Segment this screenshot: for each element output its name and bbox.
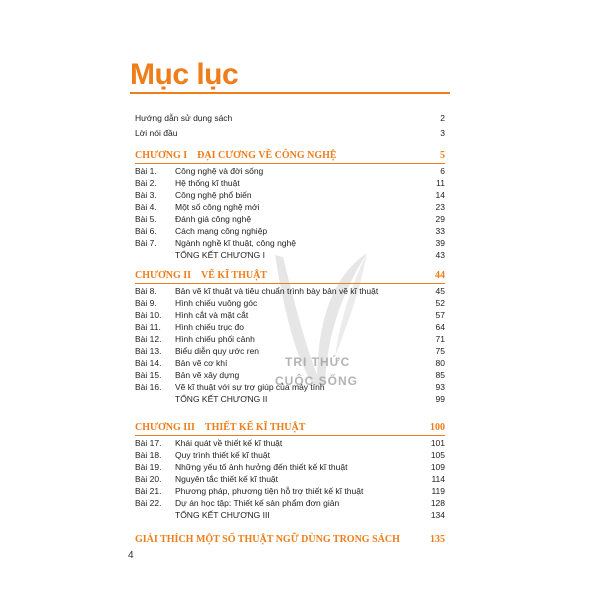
chapter-divider xyxy=(135,163,445,164)
chapter-heading[interactable] xyxy=(135,269,445,283)
lesson-title: Một số công nghệ mới xyxy=(175,202,260,212)
lesson-label: Bài 10. xyxy=(135,310,162,320)
lesson-label: Bài 4. xyxy=(135,202,157,212)
lesson-label: Bài 9. xyxy=(135,298,157,308)
lesson-title: Hình cắt và mặt cắt xyxy=(175,310,249,320)
toc-entry[interactable] xyxy=(135,369,445,381)
lesson-title: Vẽ kĩ thuật với sự trợ giúp của máy tính xyxy=(175,382,325,392)
summary-page: 43 xyxy=(435,250,445,260)
lesson-page: 105 xyxy=(430,450,445,460)
lesson-title: Hình chiếu phối cảnh xyxy=(175,334,255,344)
lesson-page: 57 xyxy=(435,310,445,320)
toc-entry[interactable] xyxy=(135,201,445,213)
lesson-title: Dự án học tập: Thiết kế sản phẩm đơn giản xyxy=(175,498,340,508)
lesson-title: Công nghệ và đời sống xyxy=(175,166,264,176)
toc-entry[interactable] xyxy=(135,381,445,393)
toc-entry[interactable] xyxy=(135,485,445,497)
chapter-page: 5 xyxy=(440,150,445,161)
chapter-name: THIẾT KẾ KĨ THUẬT xyxy=(204,422,306,433)
lesson-page: 119 xyxy=(431,486,445,496)
lesson-label: Bài 5. xyxy=(135,214,157,224)
glossary-heading[interactable] xyxy=(135,533,445,547)
toc-entry[interactable] xyxy=(135,309,445,321)
lesson-page: 71 xyxy=(435,334,445,344)
toc-entry[interactable] xyxy=(135,497,445,509)
toc-entry[interactable] xyxy=(135,461,445,473)
summary-title: TỔNG KẾT CHƯƠNG II xyxy=(175,394,268,404)
summary-page: 134 xyxy=(430,510,445,520)
entry-title: Hướng dẫn sử dụng sách xyxy=(135,113,233,123)
lesson-title: Hệ thống kĩ thuật xyxy=(175,178,240,188)
lesson-label: Bài 14. xyxy=(135,358,162,368)
lesson-page: 85 xyxy=(435,370,445,380)
toc-entry[interactable] xyxy=(135,473,445,485)
lesson-label: Bài 6. xyxy=(135,226,157,236)
lesson-label: Bài 3. xyxy=(135,190,157,200)
chapter-name: ĐẠI CƯƠNG VỀ CÔNG NGHỆ xyxy=(197,150,337,161)
glossary-page: 135 xyxy=(430,534,445,545)
chapter-page: 44 xyxy=(435,270,445,281)
lesson-page: 64 xyxy=(435,322,445,332)
lesson-title: Bản vẽ cơ khí xyxy=(175,358,228,368)
toc-entry[interactable] xyxy=(135,333,445,345)
entry-page: 2 xyxy=(440,113,445,123)
page-title: Mục lục xyxy=(130,58,239,91)
toc-entry[interactable] xyxy=(135,213,445,225)
lesson-label: Bài 8. xyxy=(135,286,157,296)
lesson-label: Bài 19. xyxy=(135,462,162,472)
lesson-label: Bài 11. xyxy=(135,322,161,332)
lesson-title: Những yếu tố ảnh hưởng đến thiết kế kĩ thuật xyxy=(175,462,348,472)
lesson-title: Công nghệ phổ biến xyxy=(175,190,252,200)
lesson-page: 14 xyxy=(435,190,445,200)
toc-entry[interactable] xyxy=(135,112,445,124)
lesson-label: Bài 17. xyxy=(135,438,162,448)
toc-entry[interactable] xyxy=(135,165,445,177)
lesson-label: Bài 18. xyxy=(135,450,162,460)
lesson-title: Khái quát về thiết kế kĩ thuật xyxy=(175,438,283,448)
lesson-page: 128 xyxy=(430,498,445,508)
lesson-title: Hình chiếu vuông góc xyxy=(175,298,258,308)
chapter-page: 100 xyxy=(430,422,445,433)
glossary-title: GIẢI THÍCH MỘT SỐ THUẬT NGỮ DÙNG TRONG SÁCH xyxy=(135,534,400,545)
lesson-title: Ngành nghề kĩ thuật, công nghệ xyxy=(175,238,296,248)
chapter-heading[interactable] xyxy=(135,149,445,163)
toc-entry[interactable] xyxy=(135,285,445,297)
toc-entry[interactable] xyxy=(135,321,445,333)
toc-entry[interactable] xyxy=(135,297,445,309)
lesson-page: 109 xyxy=(430,462,445,472)
lesson-title: Quy trình thiết kế kĩ thuật xyxy=(175,450,270,460)
toc-entry-summary[interactable] xyxy=(135,393,445,405)
lesson-title: Hình chiếu trục đo xyxy=(175,322,244,332)
chapter-label: CHƯƠNG I xyxy=(135,150,188,161)
lesson-page: 39 xyxy=(435,238,445,248)
chapter-name: VẼ KĨ THUẬT xyxy=(201,270,267,281)
toc-entry-summary[interactable] xyxy=(135,249,445,261)
lesson-page: 29 xyxy=(435,214,445,224)
watermark-line2: CUỘC SỐNG xyxy=(275,374,359,388)
toc-entry[interactable] xyxy=(135,345,445,357)
lesson-label: Bài 2. xyxy=(135,178,157,188)
lesson-page: 52 xyxy=(435,298,445,308)
lesson-title: Đánh giá công nghệ xyxy=(175,214,252,224)
lesson-title: Biểu diễn quy ước ren xyxy=(175,346,260,356)
lesson-page: 114 xyxy=(431,474,445,484)
toc-entry[interactable] xyxy=(135,437,445,449)
toc-entry[interactable] xyxy=(135,225,445,237)
lesson-title: Bản vẽ kĩ thuật và tiêu chuẩn trình bày bản vẽ kĩ thuật xyxy=(175,286,379,296)
summary-title: TỔNG KẾT CHƯƠNG I xyxy=(175,250,265,260)
lesson-label: Bài 16. xyxy=(135,382,162,392)
chapter-label: CHƯƠNG II xyxy=(135,270,192,281)
toc-entry[interactable] xyxy=(135,449,445,461)
chapter-divider xyxy=(135,283,445,284)
toc-entry[interactable] xyxy=(135,189,445,201)
summary-page: 99 xyxy=(435,394,445,404)
summary-title: TỔNG KẾT CHƯƠNG III xyxy=(175,510,270,520)
lesson-title: Cách mạng công nghiệp xyxy=(175,226,268,236)
watermark-line1: TRI THỨC xyxy=(285,355,351,369)
lesson-page: 101 xyxy=(430,438,445,448)
lesson-label: Bài 21. xyxy=(135,486,162,496)
lesson-label: Bài 13. xyxy=(135,346,162,356)
lesson-title: Nguyên tắc thiết kế kĩ thuật xyxy=(175,474,279,484)
lesson-label: Bài 12. xyxy=(135,334,162,344)
toc-entry[interactable] xyxy=(135,177,445,189)
lesson-page: 80 xyxy=(435,358,445,368)
lesson-page: 75 xyxy=(435,346,445,356)
entry-page: 3 xyxy=(440,128,445,138)
entry-title: Lời nói đầu xyxy=(135,128,178,138)
title-divider xyxy=(130,92,450,94)
toc-entry-summary[interactable] xyxy=(135,509,445,521)
lesson-page: 6 xyxy=(440,166,445,176)
lesson-label: Bài 7. xyxy=(135,238,157,248)
toc-entry[interactable] xyxy=(135,127,445,139)
lesson-label: Bài 22. xyxy=(135,498,162,508)
lesson-label: Bài 20. xyxy=(135,474,162,484)
chapter-divider xyxy=(135,435,445,436)
lesson-page: 93 xyxy=(435,382,445,392)
toc-entry[interactable] xyxy=(135,237,445,249)
chapter-label: CHƯƠNG III xyxy=(135,422,195,433)
lesson-title: Phương pháp, phương tiện hỗ trợ thiết kế kĩ thuật xyxy=(175,486,364,496)
lesson-page: 33 xyxy=(435,226,445,236)
lesson-page: 45 xyxy=(435,286,445,296)
lesson-page: 11 xyxy=(436,178,445,188)
lesson-title: Bản vẽ xây dựng xyxy=(175,370,240,380)
page-number: 4 xyxy=(128,550,134,561)
toc-entry[interactable] xyxy=(135,357,445,369)
lesson-page: 23 xyxy=(435,202,445,212)
lesson-label: Bài 1. xyxy=(135,166,157,176)
lesson-label: Bài 15. xyxy=(135,370,162,380)
chapter-heading[interactable] xyxy=(135,421,445,435)
